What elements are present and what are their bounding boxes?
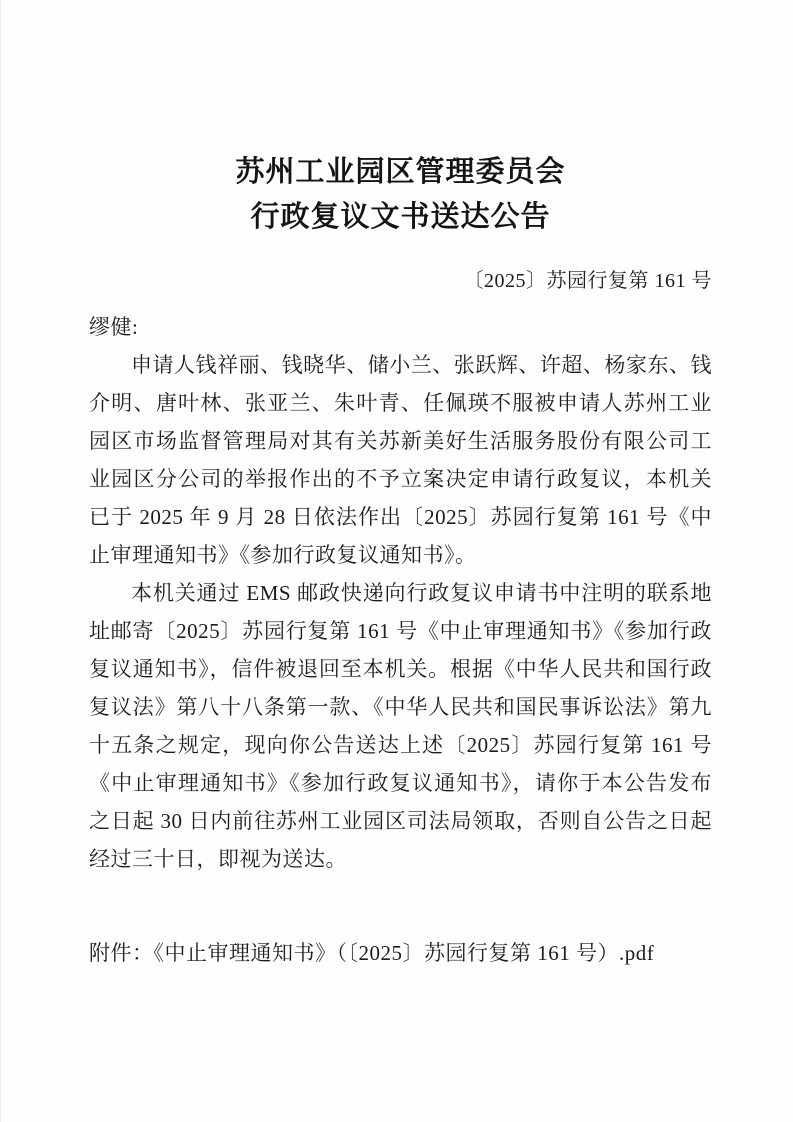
document-title-line1: 苏州工业园区管理委员会	[235, 156, 566, 188]
attachment-line: 附件：《中止审理通知书》（〔2025〕苏园行复第 161 号）.pdf	[89, 941, 655, 965]
document-body	[89, 308, 712, 972]
addressee: 缪健:	[89, 315, 139, 339]
body-paragraph-2: 本机关通过 EMS 邮政快递向行政复议申请书中注明的联系地址邮寄〔2025〕苏园行复第 161 号《中止审理通知书》《参加行政复议通知书》，信件被退回至本机关。根据《中华人民共和国行政复议法》第八十八条第一款、《中华人民共和国民事诉讼法》第九十五条之规定，现向你公告送达上述〔2025〕苏园行复第 161 号《中止审理通知书》《参加行政复议通知书》，请你于本公告发布之日起 30 日内前往苏州工业园区司法局领取，否则自公告之日起经过三十日，即视为送达。	[89, 581, 712, 871]
document-number: 〔2025〕苏园行复第 161 号	[463, 270, 712, 292]
document-title-line2: 行政复议文书送达公告	[250, 201, 551, 233]
document-title	[89, 150, 712, 240]
body-paragraph-1: 申请人钱祥丽、钱晓华、储小兰、张跃辉、许超、杨家东、钱介明、唐叶林、张亚兰、朱叶青、任佩瑛不服被申请人苏州工业园区市场监督管理局对其有关苏新美好生活服务股份有限公司工业园区分公司的举报作出的不予立案决定申请行政复议，本机关已于 2025 年 9 月 28 日依法作出〔2025〕苏园行复第 161 号《中止审理通知书》《参加行政复议通知书》。	[89, 353, 712, 567]
